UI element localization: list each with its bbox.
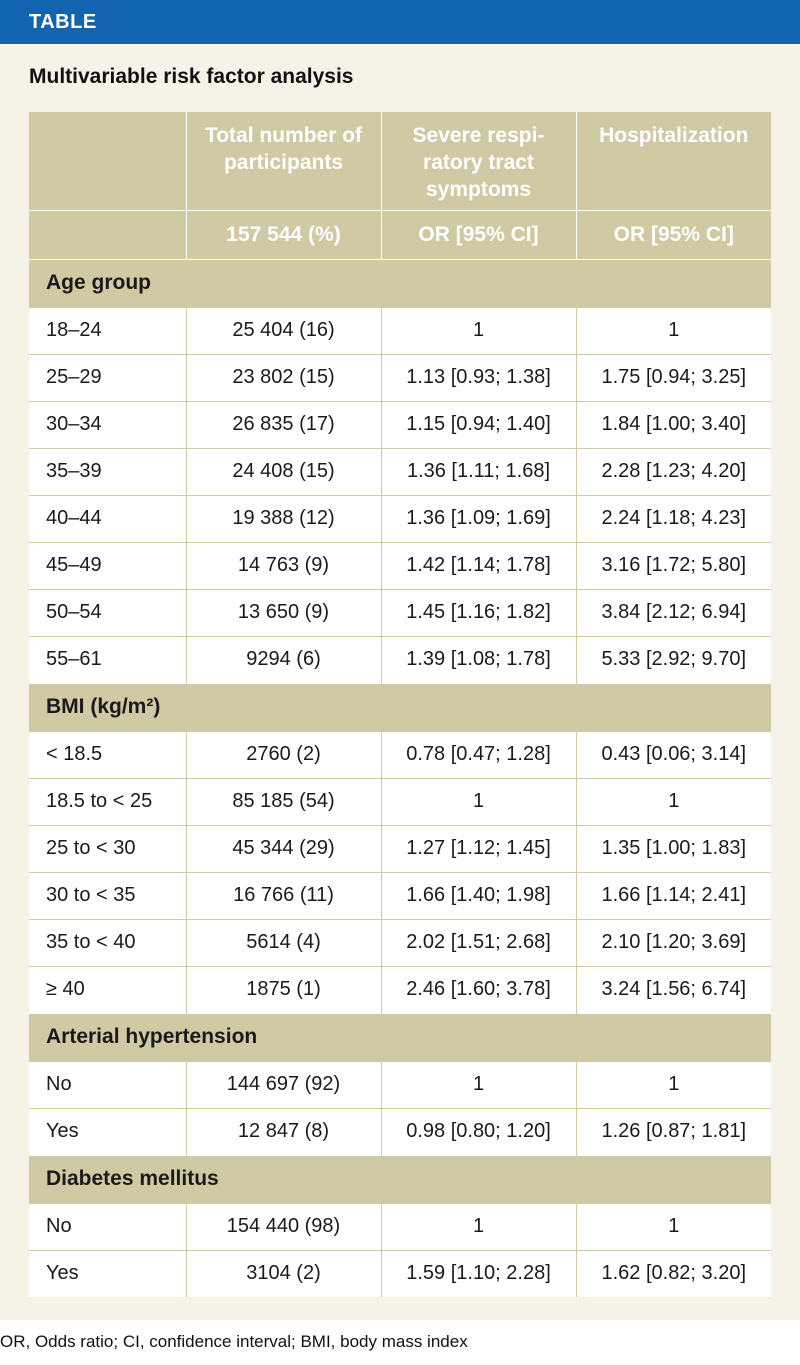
hosp-or-cell: 1.26 [0.87; 1.81]	[576, 1108, 771, 1155]
severe-or-cell: 1.59 [1.10; 2.28]	[381, 1250, 576, 1297]
table-title: Multivariable risk factor analysis	[29, 65, 354, 88]
severe-or-cell: 1	[381, 778, 576, 825]
row-label: 18–24	[29, 307, 186, 354]
severe-or-cell: 1	[381, 307, 576, 354]
row-label: 45–49	[29, 542, 186, 589]
col-header-severe: Severe respi-ratory tract symptoms	[381, 112, 576, 210]
severe-or-cell: 0.78 [0.47; 1.28]	[381, 731, 576, 778]
total-cell: 85 185 (54)	[186, 778, 381, 825]
total-cell: 144 697 (92)	[186, 1061, 381, 1108]
section-row	[29, 683, 771, 731]
hosp-or-cell: 1.84 [1.00; 3.40]	[576, 401, 771, 448]
hosp-or-cell: 1	[576, 778, 771, 825]
severe-or-cell: 1.13 [0.93; 1.38]	[381, 354, 576, 401]
section-label: Arterial hypertension	[29, 1013, 771, 1061]
row-label: 40–44	[29, 495, 186, 542]
severe-or-cell: 1.42 [1.14; 1.78]	[381, 542, 576, 589]
section-row	[29, 1155, 771, 1203]
total-cell: 23 802 (15)	[186, 354, 381, 401]
severe-or-cell: 1.36 [1.11; 1.68]	[381, 448, 576, 495]
hosp-or-cell: 2.24 [1.18; 4.23]	[576, 495, 771, 542]
table-row	[29, 1250, 771, 1297]
total-cell: 24 408 (15)	[186, 448, 381, 495]
table-row	[29, 825, 771, 872]
section-row	[29, 1013, 771, 1061]
total-cell: 5614 (4)	[186, 919, 381, 966]
col-sub-total: 157 544 (%)	[186, 210, 381, 259]
severe-or-cell: 1.15 [0.94; 1.40]	[381, 401, 576, 448]
row-label: 25–29	[29, 354, 186, 401]
row-label: 35–39	[29, 448, 186, 495]
col-header-total: Total number of participants	[186, 112, 381, 210]
row-label: 30–34	[29, 401, 186, 448]
table-row	[29, 589, 771, 636]
severe-or-cell: 1.36 [1.09; 1.69]	[381, 495, 576, 542]
total-cell: 13 650 (9)	[186, 589, 381, 636]
total-cell: 9294 (6)	[186, 636, 381, 683]
severe-or-cell: 2.02 [1.51; 2.68]	[381, 919, 576, 966]
col-header-hosp: Hospitalization	[576, 112, 771, 210]
total-cell: 154 440 (98)	[186, 1203, 381, 1250]
col-sub-severe: OR [95% CI]	[381, 210, 576, 259]
severe-or-cell: 1.27 [1.12; 1.45]	[381, 825, 576, 872]
table-row	[29, 778, 771, 825]
table-row	[29, 448, 771, 495]
row-label: ≥ 40	[29, 966, 186, 1013]
table-row	[29, 1203, 771, 1250]
table-row	[29, 966, 771, 1013]
table-row	[29, 919, 771, 966]
total-cell: 14 763 (9)	[186, 542, 381, 589]
table-label: TABLE	[29, 11, 97, 33]
row-label: No	[29, 1061, 186, 1108]
row-label: 30 to < 35	[29, 872, 186, 919]
row-label: < 18.5	[29, 731, 186, 778]
severe-or-cell: 0.98 [0.80; 1.20]	[381, 1108, 576, 1155]
row-label: 50–54	[29, 589, 186, 636]
hosp-or-cell: 1	[576, 1203, 771, 1250]
severe-or-cell: 1.66 [1.40; 1.98]	[381, 872, 576, 919]
hosp-or-cell: 1.66 [1.14; 2.41]	[576, 872, 771, 919]
header-blank-sub	[29, 210, 186, 259]
severe-or-cell: 2.46 [1.60; 3.78]	[381, 966, 576, 1013]
row-label: 18.5 to < 25	[29, 778, 186, 825]
table-row	[29, 731, 771, 778]
row-label: Yes	[29, 1250, 186, 1297]
total-cell: 19 388 (12)	[186, 495, 381, 542]
total-cell: 1875 (1)	[186, 966, 381, 1013]
row-label: No	[29, 1203, 186, 1250]
hosp-or-cell: 1.62 [0.82; 3.20]	[576, 1250, 771, 1297]
section-label: BMI (kg/m²)	[29, 683, 771, 731]
table-row	[29, 872, 771, 919]
table-row	[29, 307, 771, 354]
severe-or-cell: 1.39 [1.08; 1.78]	[381, 636, 576, 683]
row-label: Yes	[29, 1108, 186, 1155]
table-row	[29, 1061, 771, 1108]
total-cell: 45 344 (29)	[186, 825, 381, 872]
hosp-or-cell: 3.84 [2.12; 6.94]	[576, 589, 771, 636]
footnote: OR, Odds ratio; CI, confidence interval; BMI, body mass index	[0, 1332, 468, 1351]
row-label: 35 to < 40	[29, 919, 186, 966]
hosp-or-cell: 0.43 [0.06; 3.14]	[576, 731, 771, 778]
hosp-or-cell: 1.35 [1.00; 1.83]	[576, 825, 771, 872]
total-cell: 12 847 (8)	[186, 1108, 381, 1155]
total-cell: 2760 (2)	[186, 731, 381, 778]
table-row	[29, 401, 771, 448]
table-body	[29, 259, 771, 1297]
table-row	[29, 636, 771, 683]
table-row	[29, 495, 771, 542]
row-label: 25 to < 30	[29, 825, 186, 872]
severe-or-cell: 1	[381, 1061, 576, 1108]
table-row	[29, 354, 771, 401]
total-cell: 25 404 (16)	[186, 307, 381, 354]
severe-or-cell: 1	[381, 1203, 576, 1250]
hosp-or-cell: 2.10 [1.20; 3.69]	[576, 919, 771, 966]
header-blank	[29, 112, 186, 210]
row-label: 55–61	[29, 636, 186, 683]
table-row	[29, 1108, 771, 1155]
hosp-or-cell: 1	[576, 1061, 771, 1108]
hosp-or-cell: 3.24 [1.56; 6.74]	[576, 966, 771, 1013]
total-cell: 16 766 (11)	[186, 872, 381, 919]
total-cell: 26 835 (17)	[186, 401, 381, 448]
section-label: Diabetes mellitus	[29, 1155, 771, 1203]
hosp-or-cell: 2.28 [1.23; 4.20]	[576, 448, 771, 495]
table-row	[29, 542, 771, 589]
section-label: Age group	[29, 259, 771, 307]
risk-factor-table	[29, 112, 771, 1297]
hosp-or-cell: 3.16 [1.72; 5.80]	[576, 542, 771, 589]
hosp-or-cell: 5.33 [2.92; 9.70]	[576, 636, 771, 683]
section-row	[29, 259, 771, 307]
table-label-bar	[0, 0, 800, 44]
severe-or-cell: 1.45 [1.16; 1.82]	[381, 589, 576, 636]
col-sub-hosp: OR [95% CI]	[576, 210, 771, 259]
hosp-or-cell: 1.75 [0.94; 3.25]	[576, 354, 771, 401]
total-cell: 3104 (2)	[186, 1250, 381, 1297]
hosp-or-cell: 1	[576, 307, 771, 354]
